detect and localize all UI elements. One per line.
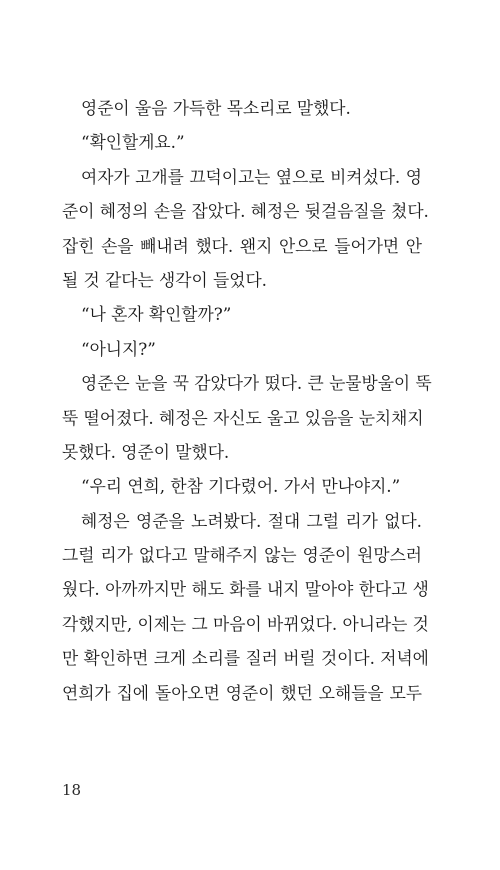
text-line: “나 혼자 확인할까?” xyxy=(81,304,232,325)
paragraph xyxy=(62,366,432,469)
text-line: 못했다. 영준이 말했다. xyxy=(62,441,230,462)
text-line: 잡힌 손을 빼내려 했다. 왠지 안으로 들어가면 안 xyxy=(62,235,422,256)
page-number: 18 xyxy=(62,781,82,799)
text-line: 만 확인하면 크게 소리를 질러 버릴 것이다. 저녁에 xyxy=(62,648,429,669)
text-line: “확인할게요.” xyxy=(81,132,185,153)
text-line: 준이 혜정의 손을 잡았다. 혜정은 뒷걸음질을 쳤다. xyxy=(62,201,429,222)
text-line: 혜정은 영준을 노려봤다. 절대 그럴 리가 없다. xyxy=(81,510,422,531)
paragraph xyxy=(62,469,422,503)
body-text xyxy=(62,91,432,710)
text-line: “우리 연희, 한참 기다렸어. 가서 만나야지.” xyxy=(81,476,401,497)
text-line: 뚝 떨어졌다. 혜정은 자신도 울고 있음을 눈치채지 xyxy=(62,407,424,428)
text-line: “아니지?” xyxy=(81,338,156,359)
text-line: 각했지만, 이제는 그 마음이 바뀌었다. 아니라는 것 xyxy=(62,613,429,634)
text-line: 그럴 리가 없다고 말해주지 않는 영준이 원망스러 xyxy=(62,545,422,566)
paragraph xyxy=(62,504,429,710)
text-line: 영준은 눈을 꾹 감았다가 떴다. 큰 눈물방울이 뚝 xyxy=(81,373,432,394)
text-line: 연희가 집에 돌아오면 영준이 했던 오해들을 모두 xyxy=(62,682,422,703)
text-line: 여자가 고개를 끄덕이고는 옆으로 비켜섰다. 영 xyxy=(81,166,422,187)
paragraph xyxy=(62,297,422,331)
text-line: 웠다. 아까까지만 해도 화를 내지 말아야 한다고 생 xyxy=(62,579,429,600)
paragraph xyxy=(62,91,422,125)
paragraph xyxy=(62,125,422,159)
text-line: 영준이 울음 가득한 목소리로 말했다. xyxy=(81,98,351,118)
text-line: 될 것 같다는 생각이 들었다. xyxy=(62,269,267,290)
paragraph xyxy=(62,160,429,298)
paragraph xyxy=(62,332,422,366)
